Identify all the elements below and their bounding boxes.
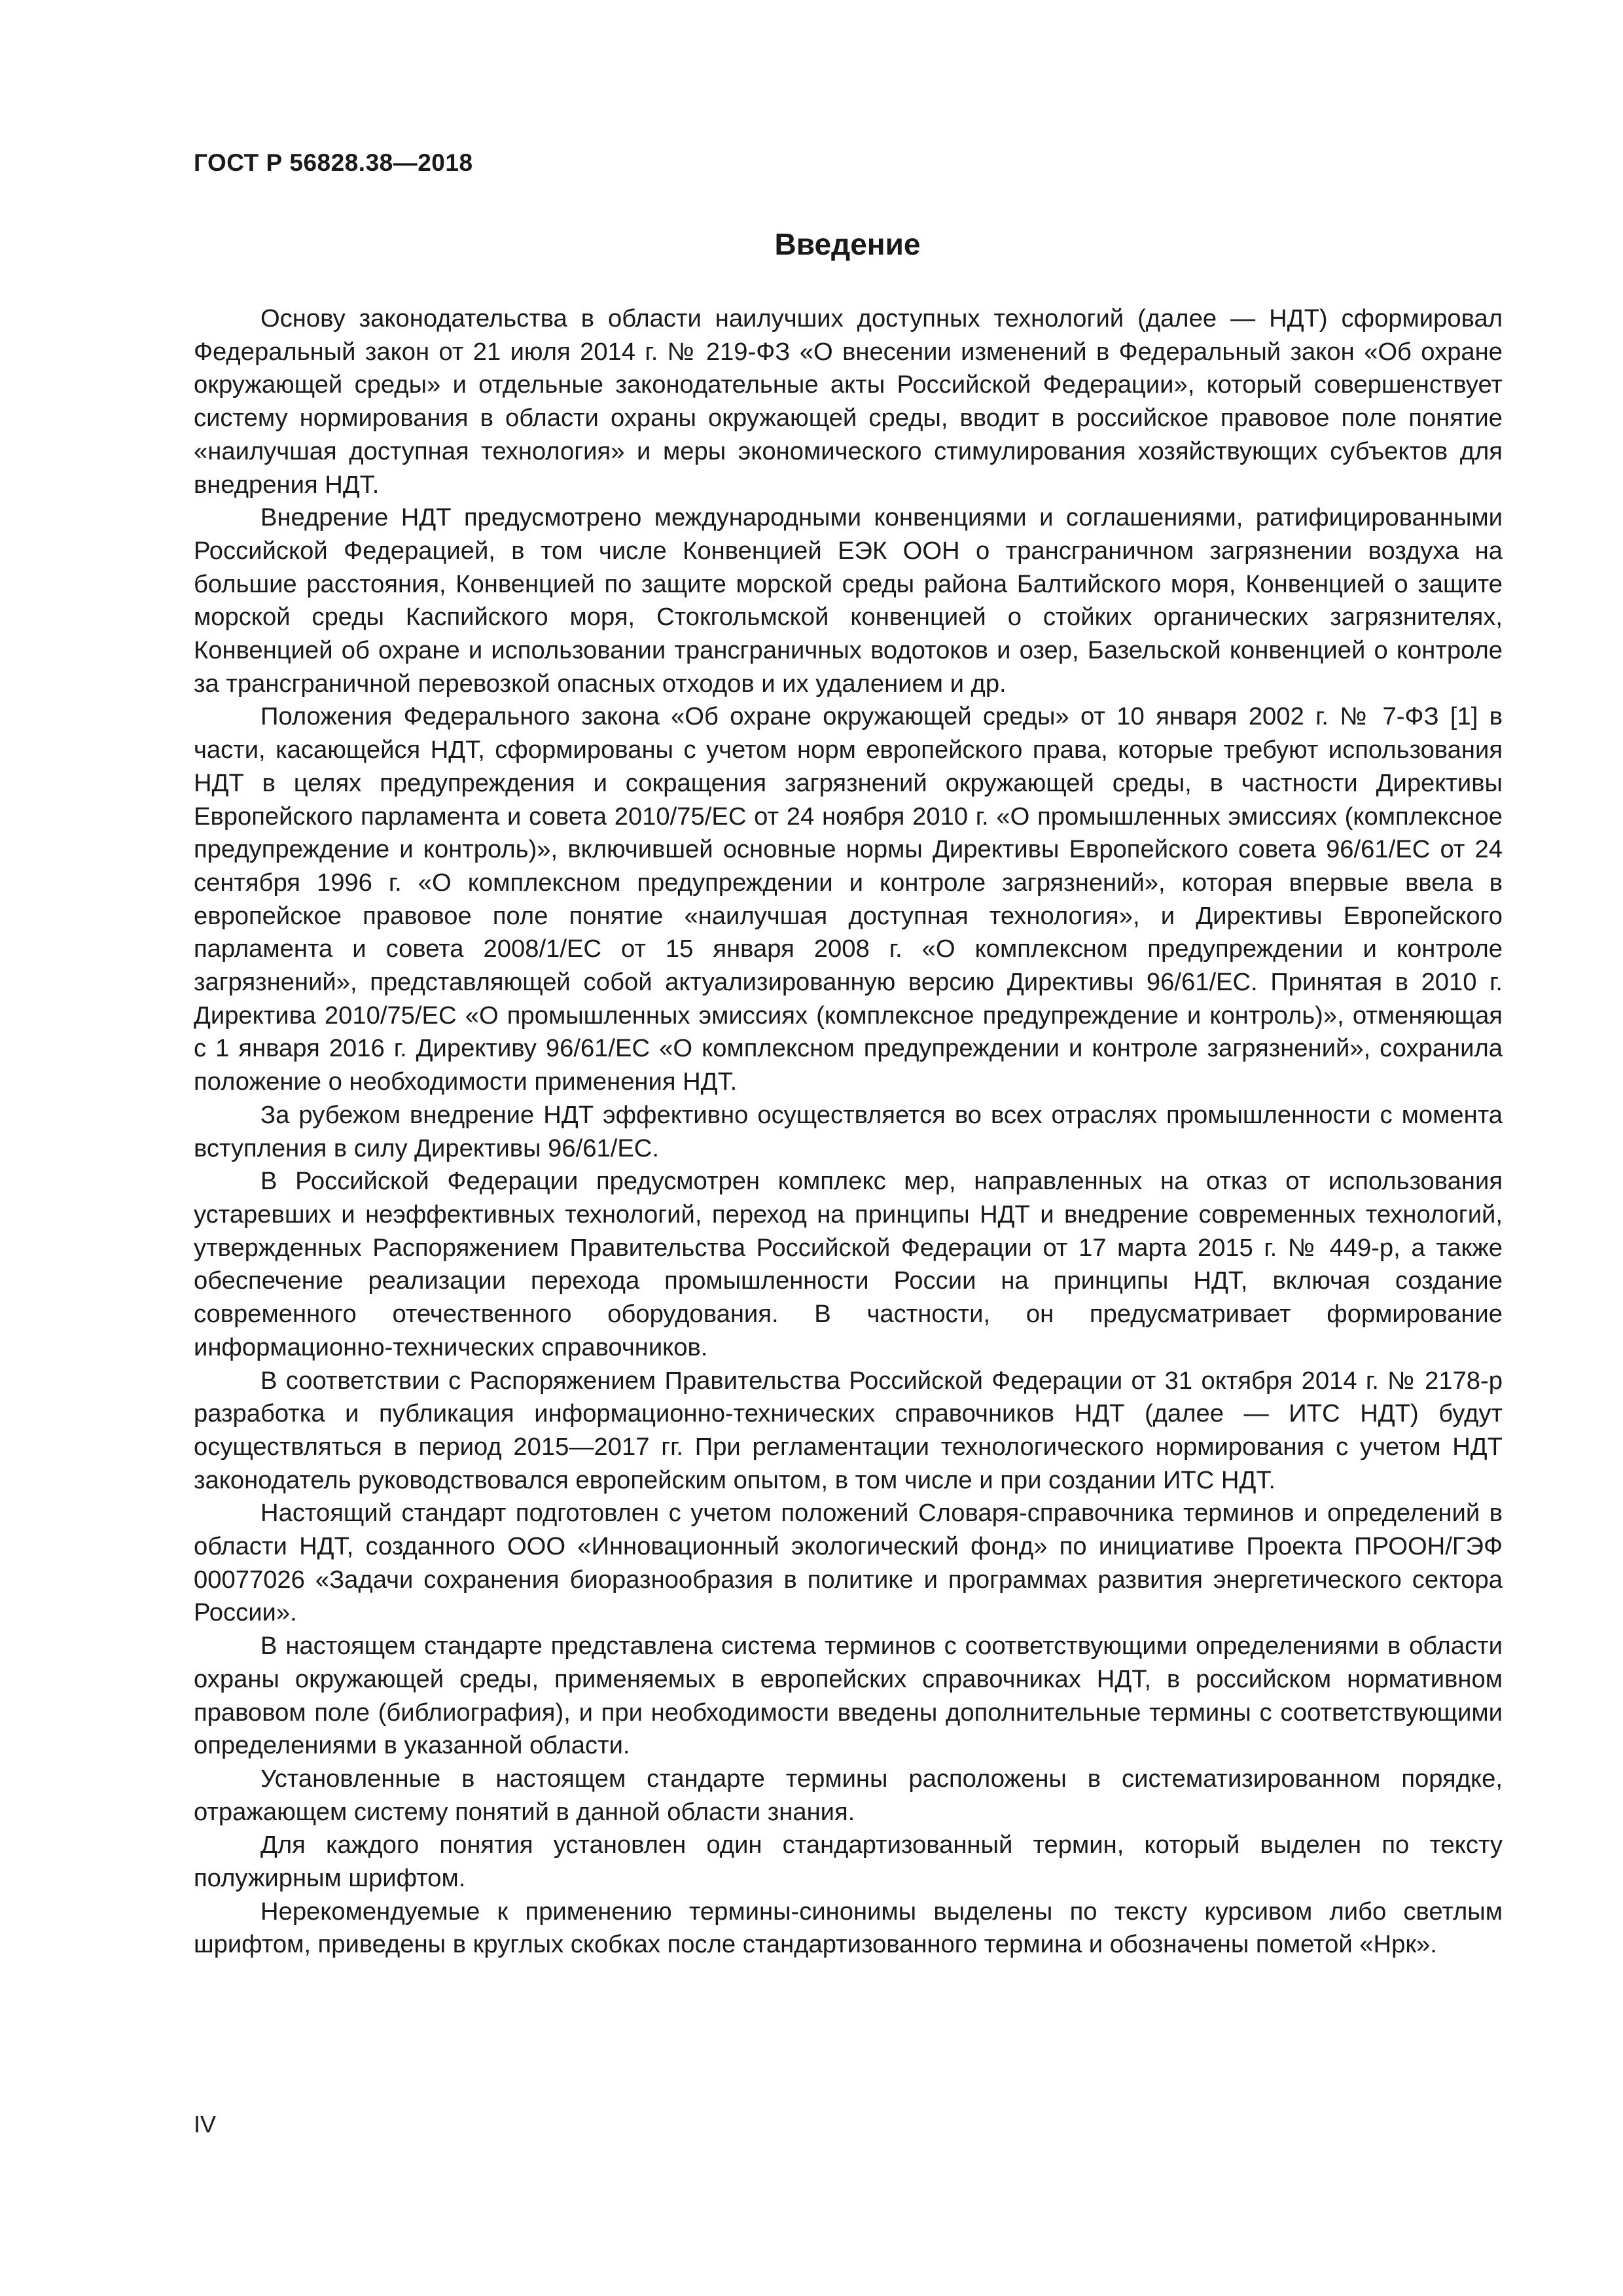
paragraph: Установленные в настоящем стандарте термины расположены в систематизированном порядке, отражающем систему понятий в данной области знания.	[194, 1764, 1503, 1826]
standard-code: ГОСТ Р 56828.38—2018	[194, 149, 473, 176]
paragraph: В соответствии с Распоряжением Правительства Российской Федерации от 31 октября 2014 г. № 2178-р разработка и публикация информационно-технических справочников НДТ (далее — ИТС НДТ) будут осуществляться в период 2015—2017 гг. При регламентации технологического нормирования с учетом НДТ законодатель руководствовался европейским опытом, в том числе и при создании ИТС НДТ.	[194, 1366, 1503, 1494]
paragraph: Основу законодательства в области наилучших доступных технологий (далее — НДТ) сформировал Федеральный закон от 21 июля 2014 г. № 219-ФЗ «О внесении изменений в Федеральный закон «Об охране окружающей среды» и отдельные законодательные акты Российской Федерации», который совершенствует систему нормирования в области охраны окружающей среды, вводит в российское правовое поле понятие «наилучшая доступная технология» и меры экономического стимулирования хозяйствующих субъектов для внедрения НДТ.	[194, 304, 1503, 499]
paragraph: В настоящем стандарте представлена система терминов с соответствующими определениями в области охраны окружающей среды, применяемых в европейских справочниках НДТ, в российском нормативном правовом поле (библиография), и при необходимости введены дополнительные термины с соответствующими определениями в указанной области.	[194, 1632, 1503, 1760]
paragraph: Положения Федерального закона «Об охране окружающей среды» от 10 января 2002 г. № 7-ФЗ [1] в части, касающейся НДТ, сформированы с учетом норм европейского права, которые требуют использования НДТ в целях предупреждения и сокращения загрязнений окружающей среды, в частности Директивы Европейского парламента и совета 2010/75/ЕС от 24 ноября 2010 г. «О промышленных эмиссиях (комплексное предупреждение и контроль)», включившей основные нормы Директивы Европейского совета 96/61/ЕС от 24 сентября 1996 г. «О комплексном предупреждении и контроле загрязнений», которая впервые ввела в европейское правовое поле понятие «наилучшая доступная технология», и Директивы Европейского парламента и совета 2008/1/ЕС от 15 января 2008 г. «О комплексном предупреждении и контроле загрязнений», представляющей собой актуализированную версию Директивы 96/61/ЕС. Принятая в 2010 г. Директива 2010/75/ЕС «О промышленных эмиссиях (комплексное предупреждение и контроль)», отменяющая с 1 января 2016 г. Директиву 96/61/ЕС «О комплексном предупреждении и контроле загрязнений», сохранила положение о необходимости применения НДТ.	[194, 702, 1503, 1096]
paragraph: Настоящий стандарт подготовлен с учетом положений Словаря-справочника терминов и определений в области НДТ, созданного ООО «Инновационный экологический фонд» по инициативе Проекта ПРООН/ГЭФ 00077026 «Задачи сохранения биоразнообразия в политике и программах развития энергетического сектора России».	[194, 1499, 1503, 1627]
paragraph: Внедрение НДТ предусмотрено международными конвенциями и соглашениями, ратифицированными Российской Федерацией, в том числе Конвенцией ЕЭК ООН о трансграничном загрязнении воздуха на большие расстояния, Конвенцией по защите морской среды района Балтийского моря, Конвенцией о защите морской среды Каспийского моря, Стокгольмской конвенцией о стойких органических загрязнителях, Конвенцией об охране и использовании трансграничных водотоков и озер, Базельской конвенцией о контроле за трансграничной перевозкой опасных отходов и их удалением и др.	[194, 503, 1503, 698]
paragraph: Для каждого понятия установлен один стандартизованный термин, который выделен по тексту полужирным шрифтом.	[194, 1831, 1503, 1893]
paragraph: За рубежом внедрение НДТ эффективно осуществляется во всех отраслях промышленности с момента вступления в силу Директивы 96/61/ЕС.	[194, 1100, 1503, 1162]
introduction-body	[194, 302, 1503, 1962]
page-number: IV	[194, 2111, 217, 2138]
paragraph: В Российской Федерации предусмотрен комплекс мер, направленных на отказ от использования устаревших и неэффективных технологий, переход на принципы НДТ и внедрение современных технологий, утвержденных Распоряжением Правительства Российской Федерации от 17 марта 2015 г. № 449-р, а также обеспечение реализации перехода промышленности России на принципы НДТ, включая создание современного отечественного оборудования. В частности, он предусматривает формирование информационно-технических справочников.	[194, 1167, 1503, 1361]
page-title: Введение	[774, 227, 921, 261]
paragraph: Нерекомендуемые к применению термины-синонимы выделены по тексту курсивом либо светлым шрифтом, приведены в круглых скобках после стандартизованного термина и обозначены пометой «Нрк».	[194, 1897, 1503, 1959]
